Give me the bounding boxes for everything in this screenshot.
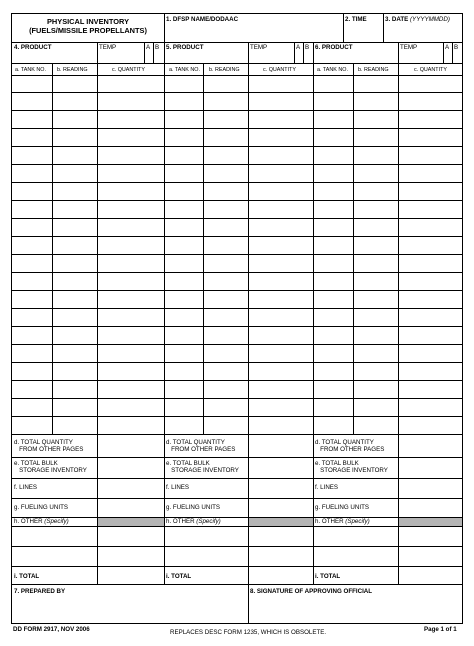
form-title-line1: PHYSICAL INVENTORY [47,17,129,26]
total-label-5: i. TOTAL [166,573,192,580]
other-label-6: h. OTHER (Specify) [315,518,370,525]
tank-no-header-6: a. TANK NO. [317,67,348,73]
temp-b-label-5: B [305,44,310,51]
prepared-by-label: 7. PREPARED BY [14,588,66,595]
tank-reading-grid[interactable] [12,75,462,435]
other-entry-row-1[interactable] [12,527,462,546]
date-label: 3. DATE (YYYYMMDD) [385,16,450,23]
tank-no-header-5: a. TANK NO. [169,67,200,73]
prepared-by-field[interactable] [13,596,247,622]
page-number: Page 1 of 1 [424,626,457,633]
form-number: DD FORM 2917, NOV 2006 [13,626,90,633]
total-qty-other-pages-label-6: d. TOTAL QUANTITY FROM OTHER PAGES [315,439,385,453]
physical-inventory-form [11,13,463,624]
reading-header-4: b. READING [57,67,88,73]
product-label-6: 6. PRODUCT [315,44,353,51]
time-label: 2. TIME [345,16,367,23]
product-label-4: 4. PRODUCT [14,44,52,51]
other-entry-row-2[interactable] [12,547,462,566]
temp-b-label-4: B [155,44,160,51]
total-label-6: i. TOTAL [315,573,341,580]
approving-official-signature-field[interactable] [249,596,461,622]
temp-a-label-4: A [146,44,151,51]
replaces-note: REPLACES DESC FORM 1235, WHICH IS OBSOLETE. [170,629,327,636]
temp-label-6: TEMP [400,44,418,51]
total-label-4: i. TOTAL [14,573,40,580]
temp-b-label-6: B [454,44,459,51]
lines-label-5: f. LINES [166,484,190,491]
other-shaded-cell-5 [249,518,313,526]
total-qty-other-pages-label-4: d. TOTAL QUANTITY FROM OTHER PAGES [14,439,84,453]
total-bulk-storage-label-4: e. TOTAL BULK STORAGE INVENTORY [14,460,87,474]
product-label-5: 5. PRODUCT [166,44,204,51]
quantity-header-6: c. QUANTITY [414,67,447,73]
other-label-5: h. OTHER (Specify) [166,518,221,525]
quantity-header-5: c. QUANTITY [263,67,296,73]
date-field[interactable] [384,23,463,41]
dfsp-name-label: 1. DFSP NAME/DODAAC [166,16,239,23]
temp-label-5: TEMP [250,44,268,51]
quantity-header-4: c. QUANTITY [112,67,145,73]
other-shaded-cell-4 [98,518,164,526]
dfsp-name-field[interactable] [165,23,343,41]
total-bulk-storage-label-5: e. TOTAL BULK STORAGE INVENTORY [166,460,239,474]
fueling-units-label-5: g. FUELING UNITS [166,504,220,511]
temp-a-label-5: A [296,44,301,51]
temp-a-label-6: A [445,44,450,51]
lines-label-4: f. LINES [14,484,38,491]
total-qty-other-pages-label-5: d. TOTAL QUANTITY FROM OTHER PAGES [166,439,236,453]
lines-label-6: f. LINES [315,484,339,491]
temp-label-4: TEMP [99,44,117,51]
approving-official-label: 8. SIGNATURE OF APPROVING OFFICIAL [250,588,373,595]
fueling-units-label-4: g. FUELING UNITS [14,504,68,511]
fueling-units-label-6: g. FUELING UNITS [315,504,369,511]
reading-header-6: b. READING [358,67,389,73]
reading-header-5: b. READING [209,67,240,73]
time-field[interactable] [344,23,383,41]
other-shaded-cell-6 [399,518,462,526]
tank-no-header-4: a. TANK NO. [15,67,46,73]
other-label-4: h. OTHER (Specify) [14,518,69,525]
total-bulk-storage-label-6: e. TOTAL BULK STORAGE INVENTORY [315,460,388,474]
form-title-line2: (FUELS/MISSILE PROPELLANTS) [29,26,147,35]
